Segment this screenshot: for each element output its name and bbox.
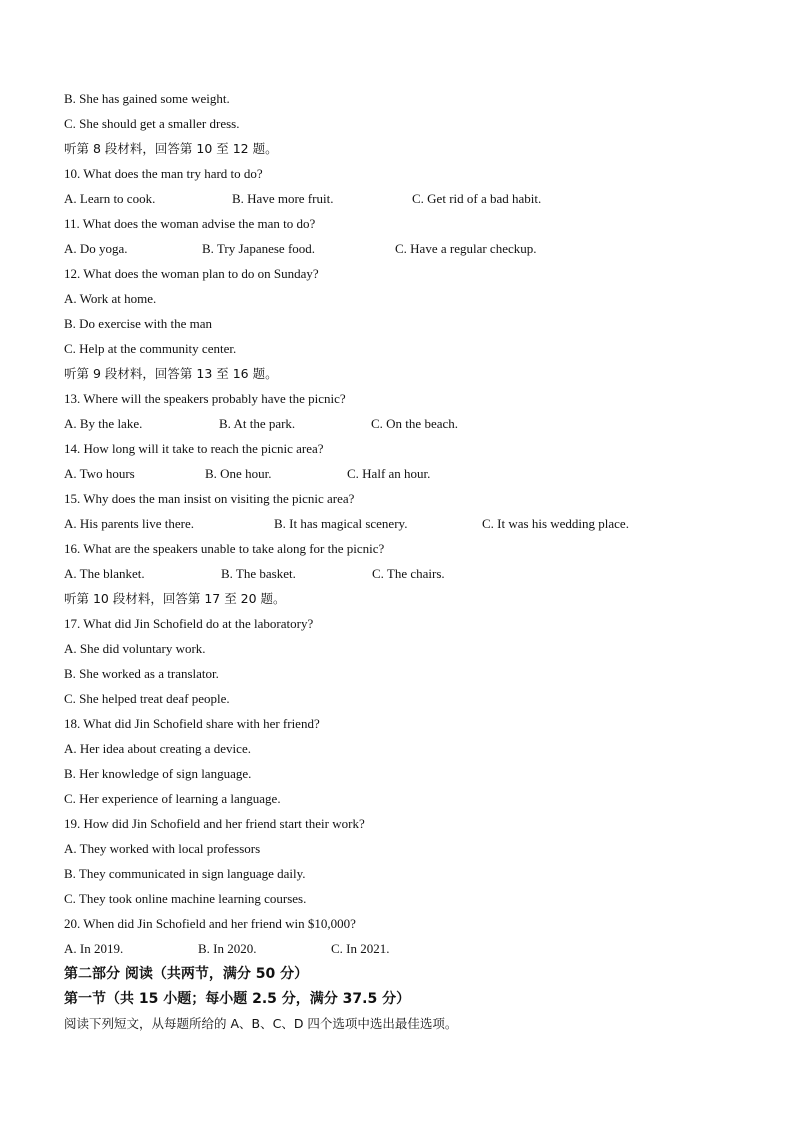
text-line: C. She helped treat deaf people.: [64, 691, 230, 706]
text-line: A. They worked with local professors: [64, 841, 261, 856]
text-line: C. Her experience of learning a language.: [64, 791, 281, 806]
answer-option: B. In 2020.: [198, 941, 257, 956]
answer-option: C. The chairs.: [372, 566, 445, 581]
section-instruction: 听第 8 段材料，回答第 10 至 12 题。: [64, 141, 278, 156]
text-line: B. She has gained some weight.: [64, 91, 230, 106]
answer-option: B. Have more fruit.: [232, 191, 334, 206]
section-instruction: 听第 9 段材料，回答第 13 至 16 题。: [64, 366, 278, 381]
text-line: 10. What does the man try hard to do?: [64, 166, 263, 181]
text-line: A. Her idea about creating a device.: [64, 741, 251, 756]
text-line: C. She should get a smaller dress.: [64, 116, 240, 131]
text-line: 13. Where will the speakers probably have the picnic?: [64, 391, 346, 406]
answer-option: A. Learn to cook.: [64, 191, 156, 206]
text-line: A. Work at home.: [64, 291, 157, 306]
text-line: C. They took online machine learning courses.: [64, 891, 307, 906]
text-line: 14. How long will it take to reach the picnic area?: [64, 441, 324, 456]
text-line: 12. What does the woman plan to do on Sunday?: [64, 266, 319, 281]
answer-option: B. The basket.: [221, 566, 296, 581]
text-line: 16. What are the speakers unable to take along for the picnic?: [64, 541, 385, 556]
section-heading: 第一节（共 15 小题；每小题 2.5 分，满分 37.5 分）: [64, 991, 411, 1007]
answer-option: A. In 2019.: [64, 941, 124, 956]
text-line: 20. When did Jin Schofield and her friend win $10,000?: [64, 916, 356, 931]
answer-option: A. Two hours: [64, 466, 135, 481]
section-heading: 第二部分 阅读（共两节，满分 50 分）: [64, 966, 309, 982]
text-line: 19. How did Jin Schofield and her friend start their work?: [64, 816, 365, 831]
text-line: B. They communicated in sign language daily.: [64, 866, 306, 881]
text-line: B. She worked as a translator.: [64, 666, 219, 681]
text-line: 15. Why does the man insist on visiting the picnic area?: [64, 491, 355, 506]
text-line: B. Do exercise with the man: [64, 316, 213, 331]
answer-option: C. Have a regular checkup.: [395, 241, 537, 256]
answer-option: C. On the beach.: [371, 416, 459, 431]
answer-option: B. One hour.: [205, 466, 272, 481]
answer-option: C. Half an hour.: [347, 466, 431, 481]
answer-option: A. His parents live there.: [64, 516, 194, 531]
section-instruction: 听第 10 段材料，回答第 17 至 20 题。: [64, 591, 286, 606]
answer-option: A. Do yoga.: [64, 241, 128, 256]
answer-option: B. Try Japanese food.: [202, 241, 316, 256]
answer-option: C. It was his wedding place.: [482, 516, 629, 531]
answer-option: C. Get rid of a bad habit.: [412, 191, 542, 206]
answer-option: C. In 2021.: [331, 941, 390, 956]
answer-option: A. The blanket.: [64, 566, 145, 581]
reading-instruction: 阅读下列短文，从每题所给的 A、B、C、D 四个选项中选出最佳选项。: [64, 1016, 458, 1031]
text-line: 17. What did Jin Schofield do at the laboratory?: [64, 616, 314, 631]
text-line: B. Her knowledge of sign language.: [64, 766, 252, 781]
answer-option: B. It has magical scenery.: [274, 516, 408, 531]
text-line: C. Help at the community center.: [64, 341, 237, 356]
answer-option: B. At the park.: [219, 416, 296, 431]
text-line: A. She did voluntary work.: [64, 641, 206, 656]
text-line: 11. What does the woman advise the man to do?: [64, 216, 316, 231]
text-line: 18. What did Jin Schofield share with her friend?: [64, 716, 320, 731]
answer-option: A. By the lake.: [64, 416, 143, 431]
